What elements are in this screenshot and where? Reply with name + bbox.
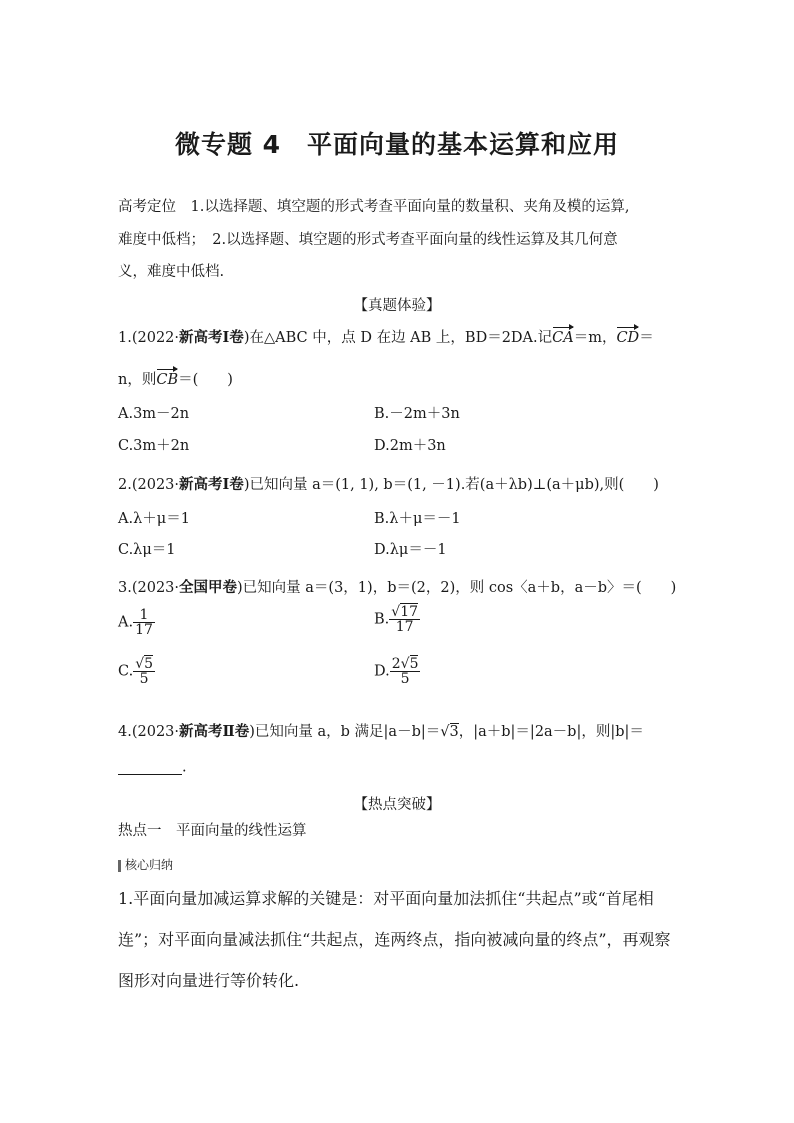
q4-prefix: 4.(2023· (118, 724, 180, 740)
q3-a-denominator: 17 (135, 622, 153, 638)
sqrt-sign: √ (400, 656, 410, 672)
q3-source: 全国甲卷 (179, 579, 238, 596)
q3-option-b (374, 605, 420, 634)
sqrt-sign: √ (135, 656, 145, 672)
q3-d-coefficient: 2 (391, 656, 401, 672)
q1-eq-end: ＝ (639, 330, 654, 346)
q3-d-label: D. (374, 663, 390, 680)
q1-option-c: C.3m＋2n (118, 438, 190, 454)
q3-d-numerator: 5 (409, 656, 419, 672)
q2-prefix: 2.(2023· (118, 477, 180, 493)
q3-b-label: B. (374, 611, 390, 628)
q1-option-a: A.3m－2n (118, 406, 190, 422)
q1-stem: )在△ABC 中，点 D 在边 AB 上，BD＝2DA.记 (243, 330, 553, 346)
q2-source: 新高考Ⅰ卷 (179, 476, 244, 493)
q3-option-d (374, 657, 420, 686)
q1-line2-a: n，则 (118, 372, 157, 388)
core-summary-label (118, 856, 173, 873)
question-4-stem (118, 725, 644, 740)
q1-line2-b: ＝( ) (178, 372, 233, 388)
q4-source: 新高考Ⅱ卷 (179, 723, 250, 740)
page-title: 微专题 4 平面向量的基本运算和应用 (174, 130, 620, 159)
q1-prefix: 1.(2022· (118, 330, 180, 346)
q3-d-denominator: 5 (400, 671, 410, 687)
section-heading-hot-topics: 【热点突破】 (353, 797, 441, 813)
q3-c-label: C. (118, 663, 134, 680)
sqrt-sign: √ (391, 604, 401, 620)
q2-option-c: C.λμ＝1 (118, 542, 176, 558)
q4-stem: )已知向量 a，b 满足|a－b|＝ (249, 724, 441, 740)
q2-option-d: D.λμ＝－1 (374, 542, 447, 558)
question-2-stem (118, 478, 659, 493)
question-1-line-1 (118, 331, 654, 346)
q3-a-numerator: 1 (133, 608, 155, 623)
q2-option-b: B.λ＋μ＝－1 (374, 511, 461, 527)
q3-c-denominator: 5 (139, 671, 149, 687)
q1-eq-m: ＝m， (573, 330, 617, 346)
core-line-3: 图形对向量进行等价转化. (118, 971, 300, 990)
q4-sqrt-value: 3 (449, 724, 459, 740)
question-3-stem (118, 581, 676, 596)
positioning-line-1: 高考定位 1.以选择题、填空题的形式考查平面向量的数量积、夹角及模的运算, (118, 199, 630, 215)
core-label-text: 核心归纳 (125, 858, 174, 872)
q1-source: 新高考Ⅰ卷 (179, 329, 244, 346)
question-1-line-2 (118, 373, 233, 388)
q3-c-numerator: 5 (144, 656, 154, 672)
vector-ca: CA (552, 330, 574, 346)
label-bar-icon (118, 860, 121, 872)
q1-option-b: B.－2m＋3n (374, 406, 460, 422)
q1-option-d: D.2m＋3n (374, 438, 446, 454)
q3-b-numerator: 17 (400, 604, 419, 620)
q3-option-a (118, 608, 155, 637)
q2-option-a: A.λ＋μ＝1 (118, 511, 190, 527)
vector-cd: CD (616, 330, 640, 346)
q3-a-label: A. (118, 614, 134, 631)
vector-cb: CB (156, 372, 179, 388)
hotspot-1-heading: 热点一 平面向量的线性运算 (118, 823, 307, 839)
q2-stem: )已知向量 a＝(1, 1), b＝(1, －1).若(a＋λb)⊥(a＋μb),则( ) (243, 477, 659, 493)
q4-stem-c: ，|a＋b|＝|2a－b|，则|b|＝ (458, 724, 644, 740)
q3-option-c (118, 657, 155, 686)
positioning-line-3: 义，难度中低档. (118, 264, 225, 280)
core-line-1: 1.平面向量加减运算求解的关键是：对平面向量加法抓住“共起点”或“首尾相 (118, 889, 654, 908)
q3-prefix: 3.(2023· (118, 580, 180, 596)
q3-b-denominator: 17 (395, 619, 414, 635)
q4-answer-blank (118, 760, 187, 775)
section-heading-real-questions: 【真题体验】 (353, 298, 441, 314)
positioning-line-2: 难度中低档； 2.以选择题、填空题的形式考查平面向量的线性运算及其几何意 (118, 232, 618, 248)
core-line-2: 连”；对平面向量减法抓住“共起点，连两终点，指向被减向量的终点”，再观察 (118, 930, 671, 949)
q4-end: . (182, 759, 187, 776)
q3-stem: )已知向量 a＝(3，1)，b＝(2，2)，则 cos〈a＋b，a－b〉＝( ) (237, 580, 677, 596)
sqrt-sign: √ (440, 724, 450, 740)
answer-blank-line (118, 760, 182, 775)
